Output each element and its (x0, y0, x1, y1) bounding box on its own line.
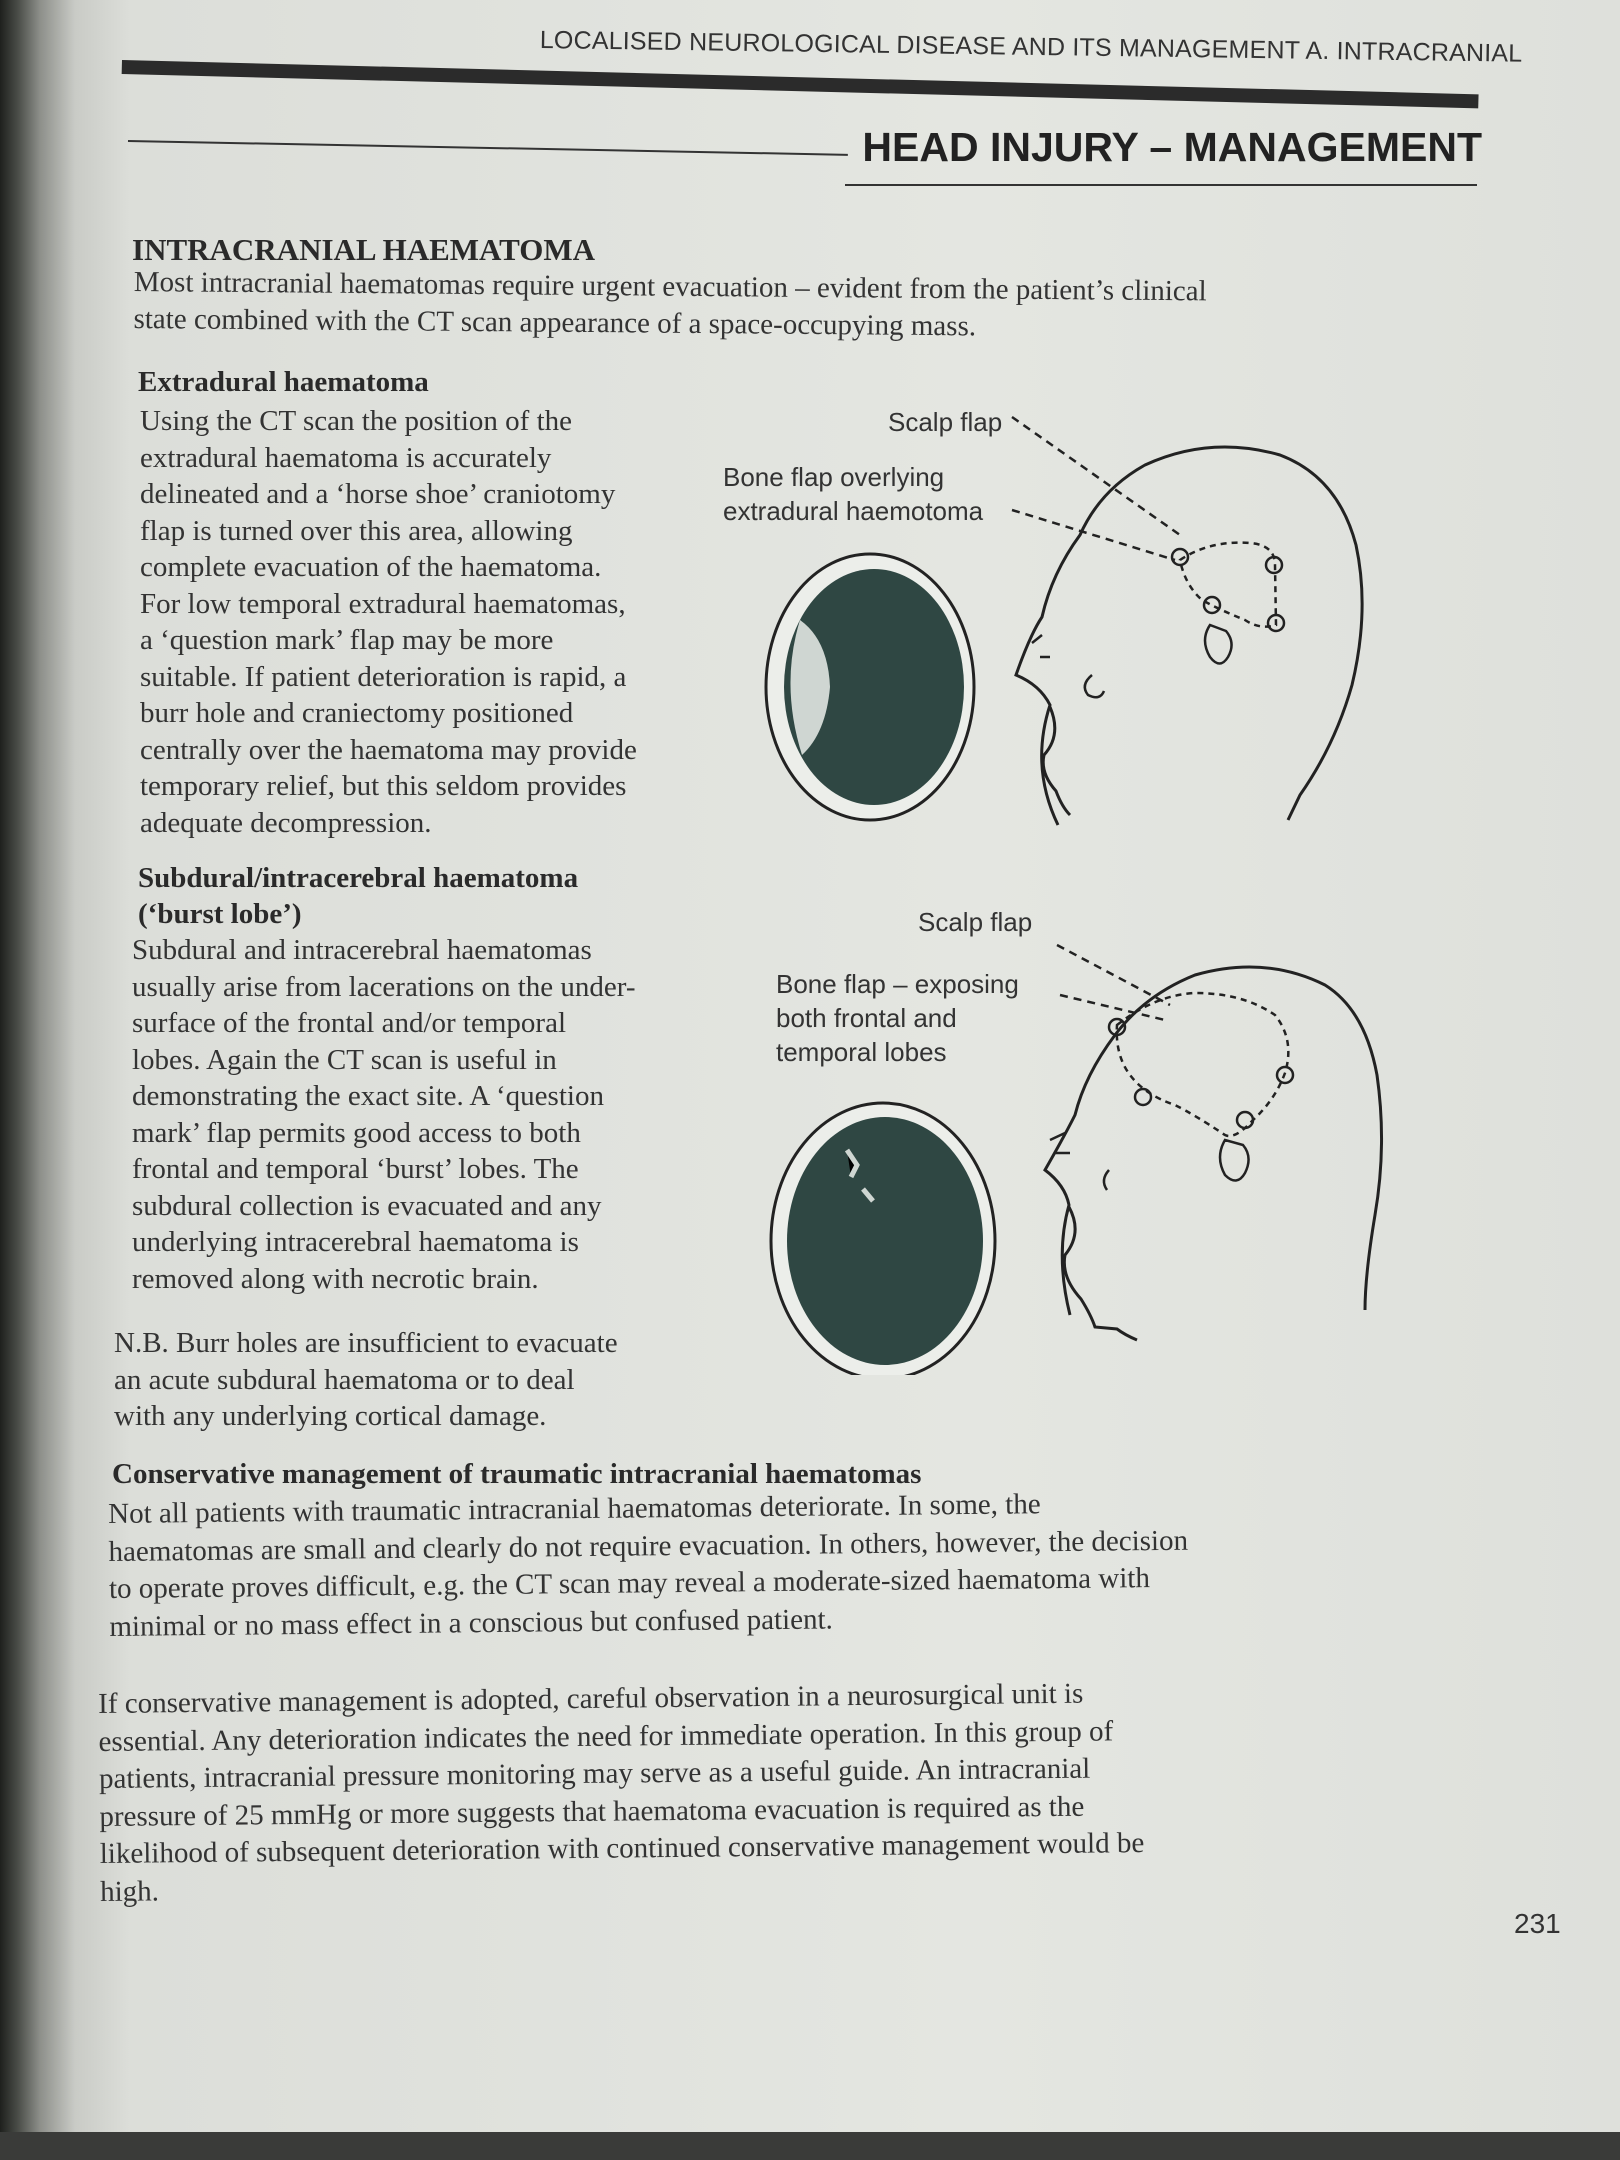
subdural-bone-flap-label: Bone flap – exposing both frontal and temporal lobes (776, 969, 1019, 1067)
header-thin-rule (128, 140, 848, 156)
header-thick-rule (122, 60, 1479, 108)
burr-hole (1172, 549, 1188, 565)
ear-inner (1104, 1170, 1109, 1190)
ear-inner (1085, 675, 1104, 697)
extradural-bone-flap-label: Bone flap overlying extradural haemotoma (723, 462, 984, 526)
section-heading: INTRACRANIAL HAEMATOMA (132, 232, 596, 267)
scalp-flap-leader (1012, 417, 1180, 535)
subdural-ct-brain (787, 1117, 983, 1365)
horse-shoe-bone-flap (1180, 543, 1276, 627)
page-bottom-edge (0, 2132, 1620, 2160)
burr-hole (1135, 1089, 1151, 1105)
extradural-heading: Extradural haematoma (138, 366, 429, 398)
extradural-scalp-flap-label: Scalp flap (888, 407, 1003, 437)
conservative-paragraph-2: If conservative management is adopted, careful observation in a neurosurgical unit is essential. Any deterioration indicates the need for immediate operation. In this group of patients, intracranial pressure monitoring may serve as a useful guide. An intracranial pressure of 25 mmHg or more suggests that haematoma evacuation is required as the likelihood of subsequent deterioration with continued conservative management would be high. (98, 1677, 1145, 1908)
running-head: LOCALISED NEUROLOGICAL DISEASE AND ITS MANAGEMENT A. INTRACRANIAL (539, 26, 1523, 68)
subdural-heading: Subdural/intracerebral haematoma (‘burst lobe’) (138, 862, 579, 930)
head-profile-outline (1045, 967, 1382, 1315)
chin-jaw-line (1064, 1207, 1137, 1340)
conservative-paragraph-1: Not all patients with traumatic intracranial haematomas deteriorate. In some, the haematomas are small and clearly do not require evacuation. In others, however, the decision to operate proves difficult, e.g. the CT scan may reveal a moderate-sized haematoma with minimal or no mass effect in a conscious but confused patient. (108, 1488, 1189, 1643)
head-profile-outline (1016, 447, 1362, 825)
ear-outline (1220, 1140, 1249, 1181)
burr-hole-note: N.B. Burr holes are insufficient to evacuate an acute subdural haematoma or to deal with any underlying cortical damage. (114, 1327, 618, 1432)
burr-hole (1237, 1112, 1253, 1128)
extradural-text: Using the CT scan the position of the extradural haematoma is accurately delineated and a ‘horse shoe’ craniotomy flap is turned over this area, allowing complete evacuation of the haematoma. For low temporal extradural haematomas, a ‘question mark’ flap may be more suitable. If patient deterioration is rapid, a burr hole and craniectomy positioned centrally over the haematoma may provide temporary relief, but this seldom provides adequate decompression. (140, 405, 637, 839)
ear-outline (1205, 625, 1232, 664)
page-number: 231 (1514, 1908, 1561, 1939)
burr-hole (1204, 597, 1220, 613)
page-title: HEAD INJURY – MANAGEMENT (862, 124, 1482, 170)
conservative-heading: Conservative management of traumatic intracranial haematomas (112, 1458, 922, 1490)
title-underline (845, 184, 1477, 186)
section-intro: Most intracranial haematomas require urgent evacuation – evident from the patient’s clinical state combined with the CT scan appearance of a space-occupying mass. (133, 265, 1207, 342)
bone-flap-leader (1012, 510, 1175, 560)
subdural-text: Subdural and intracerebral haematomas usually arise from lacerations on the under- surface of the frontal and/or temporal lobes. Again the CT scan is useful in demonstrating the exact site. A ‘question mark’ flap permits good access to both frontal and temporal ‘burst’ lobes. The subdural collection is evacuated and any underlying intracerebral haematoma is removed along with necrotic brain. (132, 934, 636, 1295)
subdural-scalp-flap-label: Scalp flap (918, 907, 1033, 937)
eye-brow-strokes (1032, 635, 1050, 657)
